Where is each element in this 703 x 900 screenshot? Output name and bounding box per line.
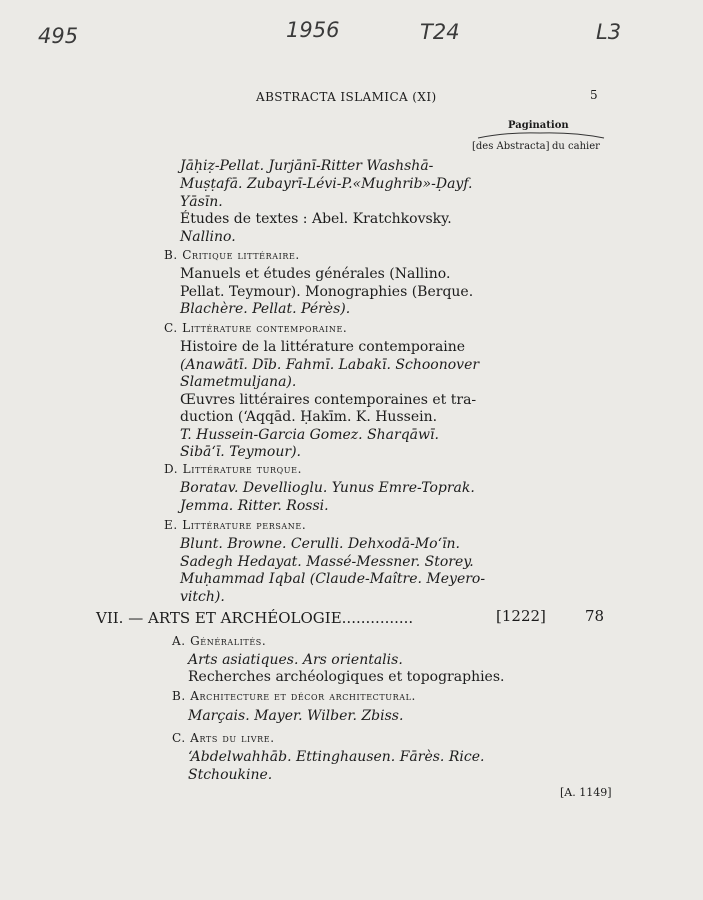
pagination-abstracta-col: [des Abstracta]: [472, 141, 550, 152]
text-line: ‘Abdelwahhāb. Ettinghausen. Fārès. Rice.: [188, 749, 485, 765]
section-heading: D. Littérature turque.: [164, 462, 302, 476]
main-entry-cahier-page: 78: [585, 607, 605, 625]
text-line: Boratav. Devellioglu. Yunus Emre-Toprak.: [180, 480, 475, 496]
text-line: Stchoukine.: [188, 767, 273, 783]
text-line: Sadegh Hedayat. Massé-Messner. Storey.: [180, 554, 474, 570]
text-line: (Anawātī. Dīb. Fahmī. Labakī. Schoonover: [180, 357, 480, 373]
text-line: Muṣṭafā. Zubayrī-Lévi-P.«Mughrib»-Ḍayf.: [180, 176, 473, 192]
text-line: Histoire de la littérature contemporaine: [180, 339, 466, 355]
section-heading: C. Arts du livre.: [172, 731, 275, 745]
text-line: Arts asiatiques. Ars orientalis.: [188, 652, 403, 668]
pagination-title: Pagination: [508, 120, 569, 131]
annotation-l3: L3: [596, 20, 622, 44]
text-line: Blachère. Pellat. Pérès).: [180, 301, 351, 317]
annotation-t24: T24: [420, 20, 460, 44]
text-line: Jemma. Ritter. Rossi.: [180, 498, 329, 514]
text-line: Manuels et études générales (Nallino.: [180, 266, 451, 282]
text-line: duction (‘Aqqād. Ḥakīm. K. Hussein.: [180, 409, 438, 425]
text-line: Marçais. Mayer. Wilber. Zbiss.: [188, 708, 404, 724]
text-line: Œuvres littéraires contemporaines et tra-: [180, 392, 477, 408]
page-number: 5: [590, 88, 599, 102]
text-line: Sibā‘ī. Teymour).: [180, 444, 301, 460]
text-line: Études de textes : Abel. Kratchkovsky.: [180, 211, 452, 227]
section-heading: C. Littérature contemporaine.: [164, 321, 348, 335]
text-line: Jāḥiẓ-Pellat. Jurjānī-Ritter Washshā-: [180, 158, 434, 174]
annotation-1956: 1956: [286, 18, 340, 42]
pagination-brace: [476, 130, 606, 140]
text-line: Slametmuljana).: [180, 374, 297, 390]
text-line: T. Hussein-Garcia Gomez. Sharqāwī.: [180, 427, 439, 443]
text-line: Muḥammad Iqbal (Claude-Maître. Meyero-: [180, 571, 486, 587]
main-entry-abstracta-page: [1222]: [496, 607, 546, 625]
section-heading: A. Généralités.: [172, 634, 267, 648]
text-line: Nallino.: [180, 229, 236, 245]
text-line: Recherches archéologiques et topographies.: [188, 669, 505, 685]
running-title: ABSTRACTA ISLAMICA (XI): [256, 90, 437, 104]
main-entry-title: VII. — ARTS ET ARCHÉOLOGIE...............: [96, 609, 414, 627]
text-line: vitch).: [180, 589, 225, 605]
annotation-495: 495: [38, 24, 79, 48]
section-heading: B. Critique littéraire.: [164, 248, 300, 262]
section-heading: E. Littérature persane.: [164, 518, 307, 532]
text-line: Blunt. Browne. Cerulli. Dehxodā-Mo‘īn.: [180, 536, 461, 552]
section-heading: B. Architecture et décor architectural.: [172, 689, 416, 703]
footer-reference: [A. 1149]: [560, 786, 612, 799]
pagination-cahier-col: du cahier: [552, 141, 600, 152]
text-line: Pellat. Teymour). Monographies (Berque.: [180, 284, 474, 300]
text-line: Yāsīn.: [180, 194, 223, 210]
